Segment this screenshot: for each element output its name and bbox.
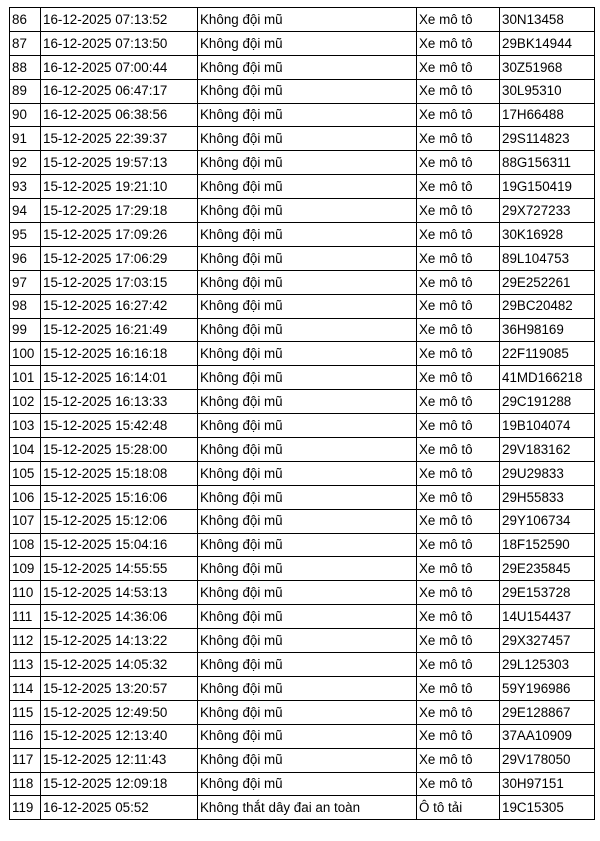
license-plate-cell: 89L104753	[500, 246, 595, 270]
row-number-cell: 101	[10, 366, 41, 390]
table-row	[10, 127, 595, 151]
violation-cell: Không đội mũ	[198, 8, 417, 32]
violation-cell: Không đội mũ	[198, 629, 417, 653]
row-number-cell: 119	[10, 796, 41, 820]
timestamp-cell: 15-12-2025 14:55:55	[41, 557, 198, 581]
license-plate-cell: 29BK14944	[500, 31, 595, 55]
vehicle-type-cell: Xe mô tô	[417, 414, 500, 438]
row-number-cell: 94	[10, 199, 41, 223]
timestamp-cell: 16-12-2025 07:00:44	[41, 55, 198, 79]
violation-cell: Không đội mũ	[198, 270, 417, 294]
vehicle-type-cell: Xe mô tô	[417, 318, 500, 342]
vehicle-type-cell: Xe mô tô	[417, 772, 500, 796]
license-plate-cell: 29E235845	[500, 557, 595, 581]
violation-cell: Không đội mũ	[198, 342, 417, 366]
license-plate-cell: 30H97151	[500, 772, 595, 796]
table-row	[10, 509, 595, 533]
timestamp-cell: 15-12-2025 17:09:26	[41, 223, 198, 247]
vehicle-type-cell: Xe mô tô	[417, 700, 500, 724]
vehicle-type-cell: Xe mô tô	[417, 653, 500, 677]
table-row	[10, 605, 595, 629]
vehicle-type-cell: Xe mô tô	[417, 676, 500, 700]
table-row	[10, 8, 595, 32]
violation-cell: Không đội mũ	[198, 127, 417, 151]
timestamp-cell: 15-12-2025 16:14:01	[41, 366, 198, 390]
license-plate-cell: 29U29833	[500, 461, 595, 485]
license-plate-cell: 37AA10909	[500, 724, 595, 748]
vehicle-type-cell: Xe mô tô	[417, 31, 500, 55]
row-number-cell: 113	[10, 653, 41, 677]
vehicle-type-cell: Xe mô tô	[417, 461, 500, 485]
violation-cell: Không đội mũ	[198, 294, 417, 318]
vehicle-type-cell: Xe mô tô	[417, 246, 500, 270]
table-row	[10, 461, 595, 485]
vehicle-type-cell: Xe mô tô	[417, 151, 500, 175]
table-row	[10, 223, 595, 247]
vehicle-type-cell: Xe mô tô	[417, 533, 500, 557]
violation-cell: Không đội mũ	[198, 31, 417, 55]
violation-cell: Không đội mũ	[198, 676, 417, 700]
license-plate-cell: 30Z51968	[500, 55, 595, 79]
timestamp-cell: 15-12-2025 15:18:08	[41, 461, 198, 485]
timestamp-cell: 15-12-2025 12:11:43	[41, 748, 198, 772]
vehicle-type-cell: Xe mô tô	[417, 485, 500, 509]
timestamp-cell: 15-12-2025 14:36:06	[41, 605, 198, 629]
violation-cell: Không đội mũ	[198, 414, 417, 438]
timestamp-cell: 15-12-2025 15:28:00	[41, 438, 198, 462]
row-number-cell: 118	[10, 772, 41, 796]
row-number-cell: 100	[10, 342, 41, 366]
license-plate-cell: 59Y196986	[500, 676, 595, 700]
row-number-cell: 117	[10, 748, 41, 772]
timestamp-cell: 15-12-2025 16:16:18	[41, 342, 198, 366]
timestamp-cell: 15-12-2025 19:57:13	[41, 151, 198, 175]
license-plate-cell: 29S114823	[500, 127, 595, 151]
violation-cell: Không đội mũ	[198, 175, 417, 199]
vehicle-type-cell: Xe mô tô	[417, 127, 500, 151]
table-row	[10, 748, 595, 772]
row-number-cell: 109	[10, 557, 41, 581]
timestamp-cell: 15-12-2025 16:27:42	[41, 294, 198, 318]
violation-cell: Không đội mũ	[198, 366, 417, 390]
license-plate-cell: 29BC20482	[500, 294, 595, 318]
timestamp-cell: 16-12-2025 06:38:56	[41, 103, 198, 127]
license-plate-cell: 29C191288	[500, 390, 595, 414]
license-plate-cell: 17H66488	[500, 103, 595, 127]
license-plate-cell: 41MD166218	[500, 366, 595, 390]
table-row	[10, 31, 595, 55]
row-number-cell: 107	[10, 509, 41, 533]
table-row	[10, 55, 595, 79]
timestamp-cell: 15-12-2025 14:53:13	[41, 581, 198, 605]
violation-cell: Không đội mũ	[198, 581, 417, 605]
table-row	[10, 629, 595, 653]
timestamp-cell: 16-12-2025 07:13:50	[41, 31, 198, 55]
timestamp-cell: 15-12-2025 13:20:57	[41, 676, 198, 700]
vehicle-type-cell: Xe mô tô	[417, 390, 500, 414]
violation-cell: Không đội mũ	[198, 318, 417, 342]
timestamp-cell: 15-12-2025 14:13:22	[41, 629, 198, 653]
violation-cell: Không đội mũ	[198, 748, 417, 772]
timestamp-cell: 15-12-2025 22:39:37	[41, 127, 198, 151]
vehicle-type-cell: Xe mô tô	[417, 199, 500, 223]
vehicle-type-cell: Xe mô tô	[417, 509, 500, 533]
violation-cell: Không đội mũ	[198, 700, 417, 724]
timestamp-cell: 15-12-2025 19:21:10	[41, 175, 198, 199]
violation-cell: Không đội mũ	[198, 79, 417, 103]
license-plate-cell: 19G150419	[500, 175, 595, 199]
license-plate-cell: 29V178050	[500, 748, 595, 772]
license-plate-cell: 30L95310	[500, 79, 595, 103]
license-plate-cell: 29E153728	[500, 581, 595, 605]
violation-cell: Không đội mũ	[198, 772, 417, 796]
row-number-cell: 110	[10, 581, 41, 605]
row-number-cell: 89	[10, 79, 41, 103]
license-plate-cell: 29X327457	[500, 629, 595, 653]
violation-cell: Không đội mũ	[198, 653, 417, 677]
license-plate-cell: 29V183162	[500, 438, 595, 462]
timestamp-cell: 15-12-2025 17:06:29	[41, 246, 198, 270]
table-row	[10, 772, 595, 796]
violation-cell: Không đội mũ	[198, 605, 417, 629]
violation-cell: Không đội mũ	[198, 390, 417, 414]
row-number-cell: 105	[10, 461, 41, 485]
timestamp-cell: 15-12-2025 12:13:40	[41, 724, 198, 748]
violation-cell: Không đội mũ	[198, 199, 417, 223]
vehicle-type-cell: Xe mô tô	[417, 748, 500, 772]
row-number-cell: 93	[10, 175, 41, 199]
table-row	[10, 175, 595, 199]
row-number-cell: 91	[10, 127, 41, 151]
violation-cell: Không đội mũ	[198, 557, 417, 581]
table-row	[10, 653, 595, 677]
license-plate-cell: 30N13458	[500, 8, 595, 32]
license-plate-cell: 29H55833	[500, 485, 595, 509]
violations-table-body	[10, 8, 595, 820]
vehicle-type-cell: Xe mô tô	[417, 55, 500, 79]
vehicle-type-cell: Xe mô tô	[417, 79, 500, 103]
timestamp-cell: 15-12-2025 16:21:49	[41, 318, 198, 342]
violations-table	[9, 7, 595, 820]
license-plate-cell: 29E252261	[500, 270, 595, 294]
timestamp-cell: 15-12-2025 12:49:50	[41, 700, 198, 724]
row-number-cell: 99	[10, 318, 41, 342]
row-number-cell: 86	[10, 8, 41, 32]
row-number-cell: 108	[10, 533, 41, 557]
timestamp-cell: 15-12-2025 15:04:16	[41, 533, 198, 557]
row-number-cell: 104	[10, 438, 41, 462]
violation-cell: Không đội mũ	[198, 438, 417, 462]
license-plate-cell: 19C15305	[500, 796, 595, 820]
row-number-cell: 102	[10, 390, 41, 414]
vehicle-type-cell: Ô tô tải	[417, 796, 500, 820]
table-row	[10, 199, 595, 223]
table-row	[10, 700, 595, 724]
vehicle-type-cell: Xe mô tô	[417, 605, 500, 629]
row-number-cell: 106	[10, 485, 41, 509]
timestamp-cell: 16-12-2025 05:52	[41, 796, 198, 820]
license-plate-cell: 29X727233	[500, 199, 595, 223]
license-plate-cell: 22F119085	[500, 342, 595, 366]
license-plate-cell: 29Y106734	[500, 509, 595, 533]
table-row	[10, 676, 595, 700]
timestamp-cell: 15-12-2025 17:03:15	[41, 270, 198, 294]
row-number-cell: 115	[10, 700, 41, 724]
row-number-cell: 114	[10, 676, 41, 700]
vehicle-type-cell: Xe mô tô	[417, 223, 500, 247]
row-number-cell: 88	[10, 55, 41, 79]
violation-cell: Không đội mũ	[198, 151, 417, 175]
row-number-cell: 96	[10, 246, 41, 270]
vehicle-type-cell: Xe mô tô	[417, 270, 500, 294]
vehicle-type-cell: Xe mô tô	[417, 294, 500, 318]
timestamp-cell: 15-12-2025 12:09:18	[41, 772, 198, 796]
table-row	[10, 318, 595, 342]
table-row	[10, 151, 595, 175]
timestamp-cell: 15-12-2025 15:16:06	[41, 485, 198, 509]
timestamp-cell: 15-12-2025 17:29:18	[41, 199, 198, 223]
license-plate-cell: 29E128867	[500, 700, 595, 724]
vehicle-type-cell: Xe mô tô	[417, 366, 500, 390]
table-row	[10, 724, 595, 748]
license-plate-cell: 36H98169	[500, 318, 595, 342]
row-number-cell: 95	[10, 223, 41, 247]
vehicle-type-cell: Xe mô tô	[417, 103, 500, 127]
table-row	[10, 246, 595, 270]
vehicle-type-cell: Xe mô tô	[417, 629, 500, 653]
table-row	[10, 294, 595, 318]
violation-cell: Không đội mũ	[198, 103, 417, 127]
vehicle-type-cell: Xe mô tô	[417, 438, 500, 462]
vehicle-type-cell: Xe mô tô	[417, 175, 500, 199]
row-number-cell: 116	[10, 724, 41, 748]
table-row	[10, 557, 595, 581]
row-number-cell: 87	[10, 31, 41, 55]
vehicle-type-cell: Xe mô tô	[417, 8, 500, 32]
row-number-cell: 103	[10, 414, 41, 438]
table-row	[10, 390, 595, 414]
violation-cell: Không đội mũ	[198, 509, 417, 533]
row-number-cell: 90	[10, 103, 41, 127]
table-row	[10, 485, 595, 509]
row-number-cell: 112	[10, 629, 41, 653]
table-row	[10, 438, 595, 462]
table-row	[10, 342, 595, 366]
license-plate-cell: 18F152590	[500, 533, 595, 557]
license-plate-cell: 19B104074	[500, 414, 595, 438]
table-row	[10, 366, 595, 390]
violation-cell: Không đội mũ	[198, 461, 417, 485]
violation-cell: Không thắt dây đai an toàn	[198, 796, 417, 820]
table-row	[10, 103, 595, 127]
row-number-cell: 98	[10, 294, 41, 318]
row-number-cell: 111	[10, 605, 41, 629]
table-row	[10, 270, 595, 294]
vehicle-type-cell: Xe mô tô	[417, 724, 500, 748]
timestamp-cell: 15-12-2025 16:13:33	[41, 390, 198, 414]
violation-cell: Không đội mũ	[198, 533, 417, 557]
row-number-cell: 92	[10, 151, 41, 175]
row-number-cell: 97	[10, 270, 41, 294]
table-row	[10, 796, 595, 820]
vehicle-type-cell: Xe mô tô	[417, 557, 500, 581]
table-row	[10, 414, 595, 438]
violation-cell: Không đội mũ	[198, 55, 417, 79]
license-plate-cell: 14U154437	[500, 605, 595, 629]
license-plate-cell: 88G156311	[500, 151, 595, 175]
timestamp-cell: 15-12-2025 15:42:48	[41, 414, 198, 438]
timestamp-cell: 15-12-2025 14:05:32	[41, 653, 198, 677]
timestamp-cell: 16-12-2025 07:13:52	[41, 8, 198, 32]
table-row	[10, 79, 595, 103]
timestamp-cell: 15-12-2025 15:12:06	[41, 509, 198, 533]
timestamp-cell: 16-12-2025 06:47:17	[41, 79, 198, 103]
violation-cell: Không đội mũ	[198, 223, 417, 247]
table-row	[10, 581, 595, 605]
license-plate-cell: 29L125303	[500, 653, 595, 677]
table-row	[10, 533, 595, 557]
violation-cell: Không đội mũ	[198, 485, 417, 509]
license-plate-cell: 30K16928	[500, 223, 595, 247]
vehicle-type-cell: Xe mô tô	[417, 581, 500, 605]
violation-cell: Không đội mũ	[198, 724, 417, 748]
vehicle-type-cell: Xe mô tô	[417, 342, 500, 366]
violation-cell: Không đội mũ	[198, 246, 417, 270]
